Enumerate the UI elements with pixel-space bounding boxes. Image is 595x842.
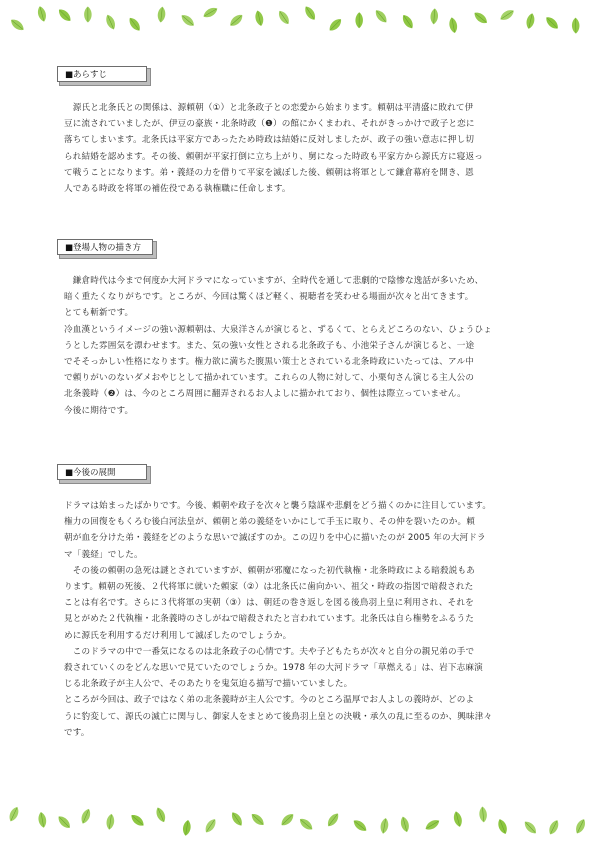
section-heading-future: ■今後の展開 <box>57 464 147 480</box>
leaf-icon <box>399 816 410 833</box>
leaf-icon <box>127 16 143 33</box>
leaf-icon <box>400 13 415 30</box>
leaf-icon <box>203 817 218 834</box>
leaf-icon <box>182 819 192 836</box>
leaf-icon <box>9 17 26 33</box>
leaf-icon <box>572 17 580 33</box>
leaf-icon <box>379 817 389 834</box>
leaf-icon <box>105 813 115 830</box>
leaf-icon <box>229 810 244 827</box>
leaf-icon <box>37 811 47 828</box>
leaf-icon <box>7 805 21 823</box>
leaf-icon <box>79 807 92 825</box>
leaf-icon <box>279 812 296 828</box>
leaf-border-bottom-svg <box>0 804 595 838</box>
leaf-icon <box>154 806 167 824</box>
leaf-icon <box>254 10 265 27</box>
leaf-icon <box>448 17 458 34</box>
leaf-icon <box>525 12 536 29</box>
leaf-icon <box>430 8 439 25</box>
leaf-icon <box>157 6 166 23</box>
section-body-future: ドラマは始まったばかりです。今後、頼朝や政子を次々と襲う陰謀や悲劇をどう描くのかに注目しています。 権力の回復をもくろむ後白河法皇が、頼朝と弟の義経をいかにして手玉に取り、その仲を裂いたのか。頼 朝が血を分けた弟・義経をどのような思いで滅ぼすのか。この辺りを中心に描いたのが 2005 年の大河ドラ マ「義経」でした。 その後の頼朝の急死は謎とされていますが、頼朝が邪魔になった初代執権・北条時政による暗殺説もあ ります。頼朝の死後、２代将軍に就いた頼家（②）は北条氏に歯向かい、祖父・時政の指図で暗殺された ことは有名です。さらに３代将軍の実朝（③）は、朝廷の巻き返しを図る後鳥羽上皇に利用され、それを 見とがめた２代執権・北条義時のさしがねで暗殺されたと言われています。北条氏は自ら権勢をふるうた めに源氏を利用するだけ利用して滅ぼしたのでしょうか。 このドラマの中で一番気になるのは北条政子の心情です。夫や子どもたちが次々と自分の親兄弟の手で 殺されていくのをどんな思いで見ていたのでしょうか。1978 年の大河ドラマ「草燃える」は、岩下志麻演 じる北条政子が主人公で、そのあたりを鬼気迫る描写で描いていました。 ところが今回は、政子ではなく弟の北条義時が主人公です。今のところ温厚でお人よしの義時が、どのよ うに豹変して、源氏の滅亡に関与し、御家人をまとめて後鳥羽上皇との決戦・承久の乱に至るのか、興味津々 です。 <box>64 501 493 738</box>
leaf-icon <box>574 817 588 835</box>
leaf-icon <box>522 819 538 836</box>
section-heading-characters: ■登場人物の描き方 <box>57 239 153 255</box>
leaf-icon <box>547 818 561 836</box>
leaf-icon <box>327 17 344 34</box>
leaf-icon <box>179 12 196 28</box>
leaf-icon <box>424 817 442 832</box>
leaf-icon <box>36 5 48 22</box>
leaf-icon <box>351 818 368 834</box>
leaf-icon <box>496 818 509 836</box>
leaf-icon <box>129 812 146 828</box>
leaf-icon <box>249 811 266 827</box>
leaf-icon <box>303 4 318 21</box>
leaf-icon <box>355 12 363 28</box>
leaf-icon <box>298 816 315 832</box>
leaf-icon <box>373 8 389 25</box>
section-heading-synopsis: ■あらすじ <box>57 66 147 82</box>
leaf-icon <box>228 12 245 28</box>
leaf-icon <box>56 814 73 831</box>
leaf-icon <box>472 10 489 26</box>
leaf-icon <box>544 15 561 32</box>
section-body-characters: 鎌倉時代は今まで何度か大河ドラマになっていますが、全時代を通して悲劇的で陰惨な逸話が多いため、 暗く重たくなりがちです。ところが、今回は驚くほど軽く、視聴者を笑わせる場面が次々と出てきます。 とても斬新です。 冷血漢というイメージの強い源頼朝は、大泉洋さんが演じると、ずるくて、とらえどころのない、ひょうひょ うとした雰囲気を漂わせます。また、気の強い女性とされる北条政子も、小池栄子さんが演じると、一途 でそそっかしい性格になります。権力欲に満ちた腹黒い策士とされている北条時政にいたっては、アル中 で頼りがいのないダメおやじとして描かれています。これらの人物に対して、小栗旬さん演じる主人公の 北条義時（❷）は、今のところ周囲に翻弄されるお人よしに描かれており、個性は際立っていません。 今後に期待です。 <box>64 276 493 416</box>
leaf-icon <box>56 7 73 24</box>
leaf-icon <box>202 5 220 20</box>
leaf-icon <box>104 13 117 31</box>
leaf-border-top-svg <box>0 2 595 36</box>
leaf-icon <box>479 806 488 823</box>
leaf-icon <box>498 7 516 22</box>
section-body-synopsis: 源氏と北条氏との関係は、源頼朝（①）と北条政子との恋愛から始まります。頼朝は平清盛に敗れて伊 豆に流されていましたが、伊豆の豪族・北条時政（❶）の館にかくまわれ、それがきっかけで政子と恋に 落ちてしまいます。北条氏は平家方であったため時政は結婚に反対しましたが、政子の強い意志に押し切 られ結婚を認めます。その後、頼朝が平家打倒に立ち上がり、舅になった時政も平家方から源氏方に寝返っ て戦うことになります。弟・義経の力を借りて平家を滅ぼした後、頼朝は将軍として鎌倉幕府を開き、恩 人である時政を将軍の補佐役である執権職に任命します。 <box>64 103 484 195</box>
bottom-leaf-border <box>0 804 595 838</box>
leaf-icon <box>276 9 291 26</box>
leaf-icon <box>452 810 463 827</box>
leaf-icon <box>84 7 92 23</box>
top-leaf-border <box>0 2 595 36</box>
leaf-icon <box>325 811 341 828</box>
